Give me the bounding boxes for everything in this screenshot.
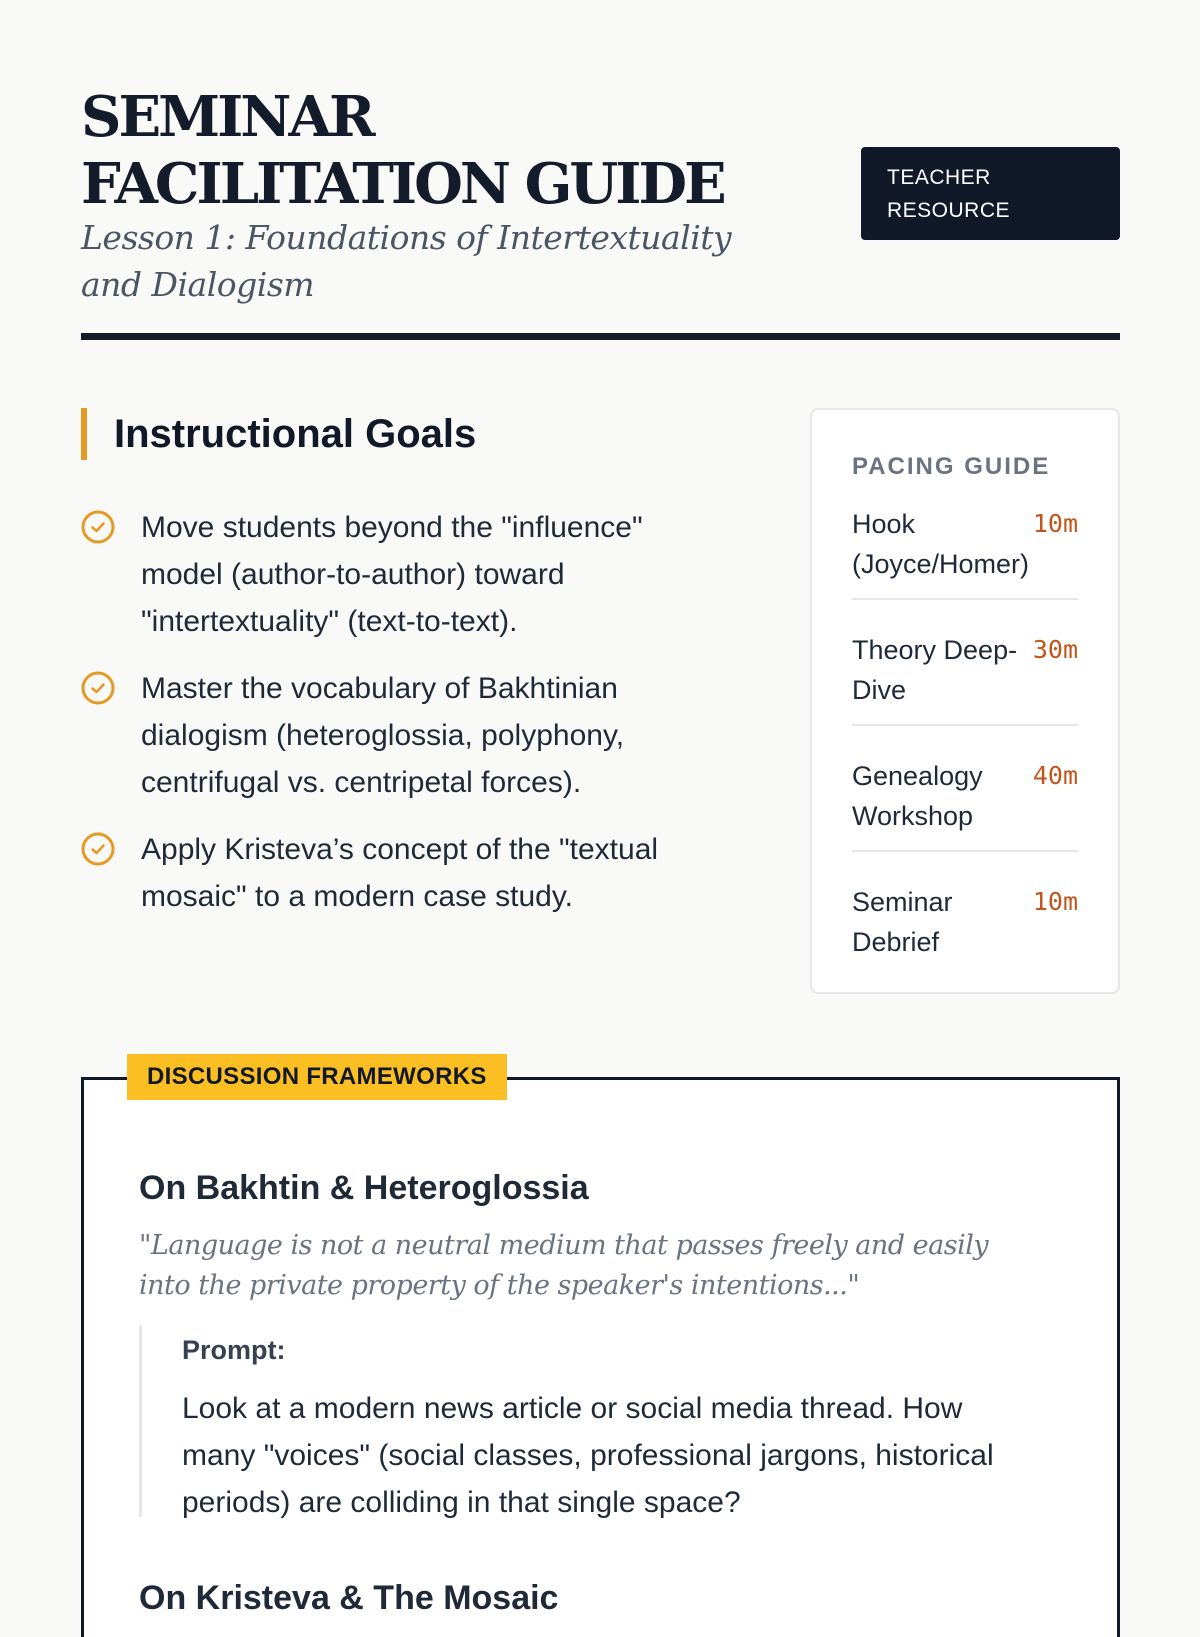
framework-heading: On Bakhtin & Heteroglossia — [139, 1169, 589, 1207]
framework-heading: On Kristeva & The Mosaic — [139, 1579, 559, 1617]
pacing-activity: Genealogy Workshop — [852, 761, 983, 831]
framework-prompt — [139, 1325, 1039, 1517]
prompt-text: Look at a modern news article or social media thread. How many "voices" (social classes, professional jargons, historical periods) are colliding in that single space? — [182, 1392, 994, 1519]
pacing-row — [852, 494, 1078, 600]
goal-item — [81, 504, 721, 645]
page-title: SEMINAR FACILITATION GUIDE — [81, 84, 724, 217]
instructional-goals-section — [81, 408, 721, 913]
framework-quote: "Language is not a neutral medium that passes freely and easily into the private property of the speaker's intentions..." — [139, 1230, 989, 1301]
pacing-activity: Hook (Joyce/Homer) — [852, 509, 1030, 579]
pacing-duration: 10m — [1032, 887, 1078, 916]
pacing-activity: Theory Deep-Dive — [852, 635, 1018, 705]
goal-item — [81, 665, 721, 806]
goal-item — [81, 826, 721, 920]
teacher-resource-badge: TEACHER RESOURCE — [861, 147, 1120, 240]
header-divider — [81, 333, 1120, 340]
check-circle-icon — [81, 832, 115, 866]
check-circle-icon — [81, 671, 115, 705]
check-circle-icon — [81, 510, 115, 544]
pacing-row — [852, 600, 1078, 726]
goal-text: Move students beyond the "influence" model (author-to-author) toward "intertextuality" (text-to-text). — [141, 511, 643, 638]
pacing-guide-title: PACING GUIDE — [852, 453, 1051, 480]
pacing-row — [852, 852, 1078, 976]
goals-list — [81, 504, 721, 940]
pacing-duration: 10m — [1032, 509, 1078, 538]
prompt-label: Prompt: — [182, 1335, 286, 1365]
page-header — [81, 84, 1120, 340]
goals-heading-text: Instructional Goals — [114, 412, 477, 456]
goal-text: Master the vocabulary of Bakhtinian dialogism (heteroglossia, polyphony, centrifugal vs. centripetal forces). — [141, 672, 625, 799]
pacing-row — [852, 726, 1078, 852]
heading-accent-bar — [81, 408, 87, 460]
goals-heading — [81, 408, 721, 460]
goal-text: Apply Kristeva’s concept of the "textual mosaic" to a modern case study. — [141, 833, 659, 913]
pacing-activity: Seminar Debrief — [852, 887, 953, 957]
discussion-frameworks-section — [81, 1063, 1120, 1637]
pacing-guide-card — [810, 408, 1120, 994]
pacing-duration: 40m — [1032, 761, 1078, 790]
discussion-frameworks-label: DISCUSSION FRAMEWORKS — [127, 1054, 507, 1100]
pacing-duration: 30m — [1032, 635, 1078, 664]
facilitation-guide-page — [81, 0, 1120, 1617]
lesson-subtitle: Lesson 1: Foundations of Intertextuality and Dialogism — [81, 218, 732, 304]
